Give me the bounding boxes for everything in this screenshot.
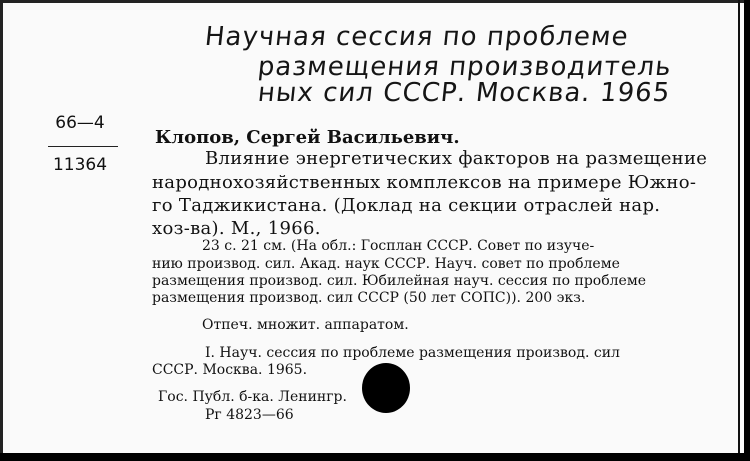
handwritten-note-line-1: Научная сессия по проблеме — [203, 22, 631, 52]
title-line: го Таджикистана. (Доклад на секции отраслей нар. — [152, 195, 661, 216]
handwritten-note-line-2: размещения производитель — [256, 52, 674, 82]
library-name: Гос. Публ. б-ка. Ленингр. — [158, 389, 347, 405]
card-border-right — [744, 0, 750, 461]
title-line: Влияние энергетических факторов на размещение — [205, 148, 708, 169]
handwritten-note-line-3: ных сил СССР. Москва. 1965 — [256, 78, 672, 108]
card-border-bottom — [0, 453, 750, 461]
tracing-line: СССР. Москва. 1965. — [152, 362, 308, 378]
tracing-line: I. Науч. сессия по проблеме размещения производ. сил — [205, 345, 620, 361]
description-note: Отпеч. множит. аппаратом. — [202, 317, 409, 333]
description-line: 23 с. 21 см. (На обл.: Госплан СССР. Совет по изуче- — [202, 238, 595, 254]
punch-hole — [362, 363, 410, 413]
author-heading: Клопов, Сергей Васильевич. — [155, 127, 460, 148]
title-line: хоз-ва). М., 1966. — [152, 218, 321, 239]
description-line: размещения производ. сил. Юбилейная науч. сессия по проблеме — [152, 273, 646, 289]
title-line: народнохозяйственных комплексов на примере Южно- — [152, 172, 697, 193]
description-line: нию производ. сил. Акад. наук СССР. Науч. совет по проблеме — [152, 256, 620, 272]
shelfmark-bottom: 11364 — [52, 155, 108, 175]
shelfmark-divider — [48, 146, 118, 147]
description-line: размещения производ. сил СССР (50 лет СОПС)). 200 экз. — [152, 290, 586, 306]
shelfmark-top: 66—4 — [55, 113, 105, 133]
library-code: Рг 4823—66 — [205, 407, 294, 423]
card-border-top — [0, 0, 750, 3]
card-border-right-inner — [738, 0, 740, 461]
card-border-left — [0, 0, 3, 461]
